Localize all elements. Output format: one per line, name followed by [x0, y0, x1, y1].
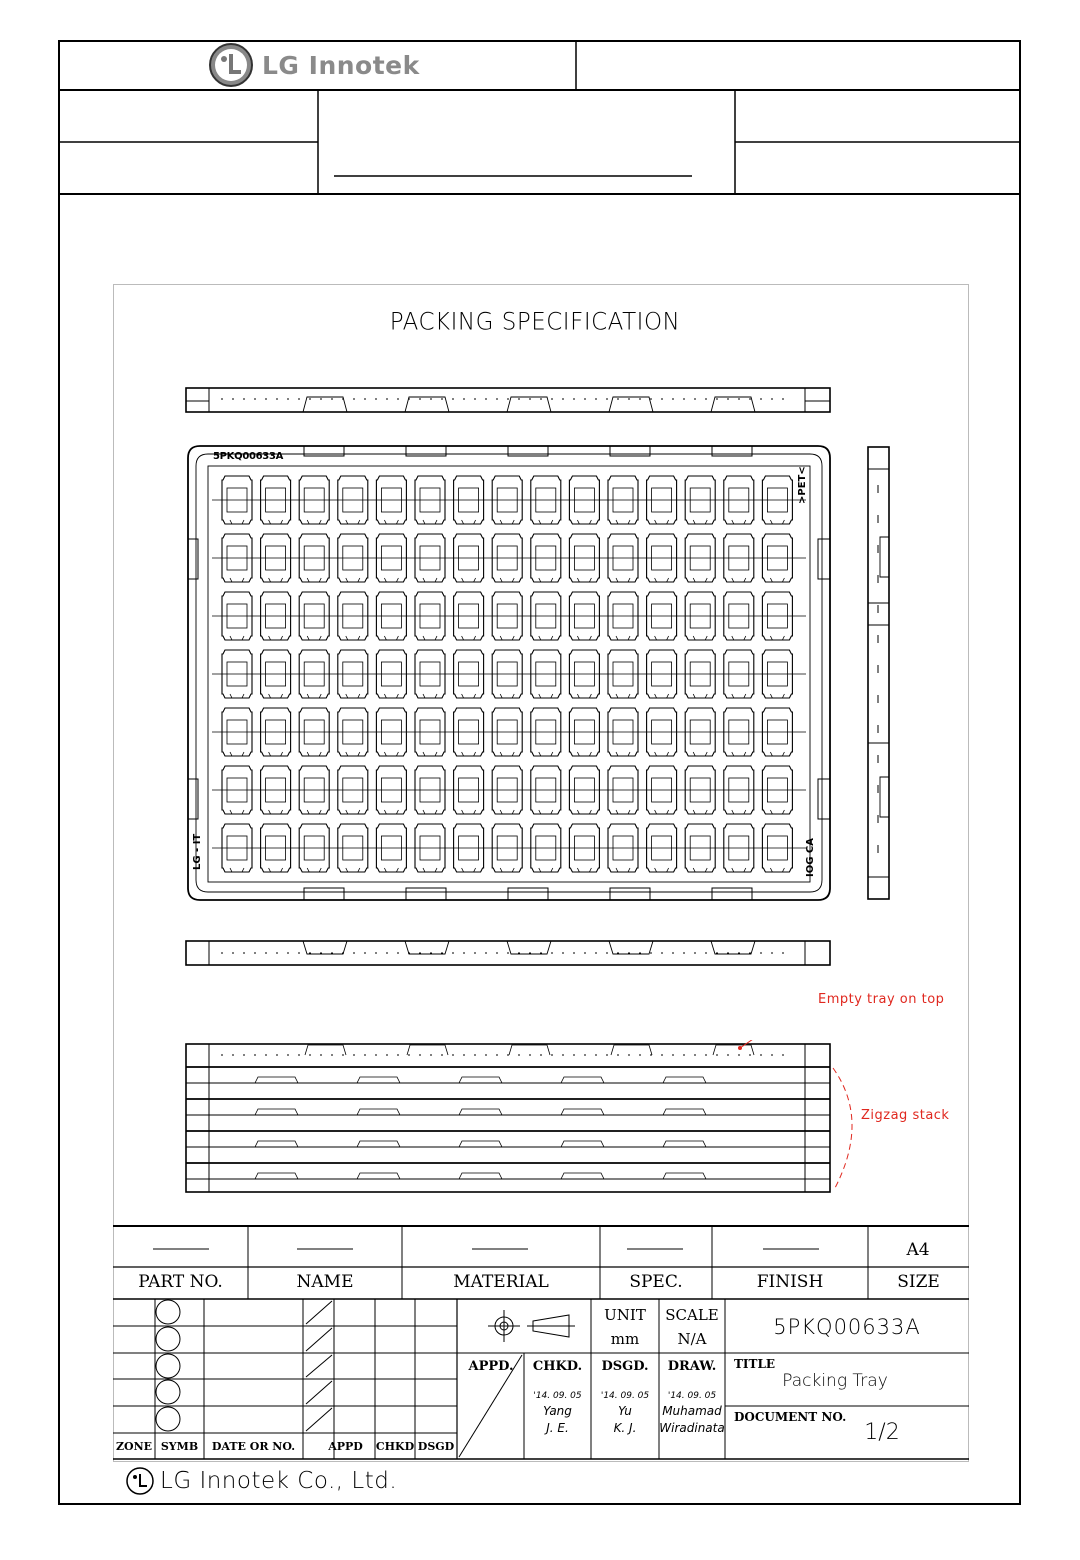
company-footer [125, 1466, 397, 1496]
stack-pocket-profile [357, 1141, 400, 1147]
rev-header-dsgd: DSGD [417, 1440, 455, 1453]
lg-footer-logo-icon [125, 1466, 155, 1496]
rev-header-date: DATE OR NO. [211, 1440, 296, 1453]
rev-header-chkd: CHKD [375, 1440, 415, 1453]
draw-label: DRAW. [667, 1359, 717, 1374]
title-label: TITLE [734, 1357, 776, 1371]
header-material: MATERIAL [453, 1272, 549, 1292]
stack-pocket-profile [357, 1077, 400, 1083]
stack-pocket-profile [561, 1077, 604, 1083]
header-size: SIZE [897, 1272, 940, 1292]
tray-side-view-bottom [185, 940, 831, 968]
dsgd-name-1: Yu [618, 1404, 632, 1418]
company-footer-text: LG Innotek Co., Ltd. [160, 1468, 398, 1494]
tray-code-marking: IOG CA [805, 838, 816, 877]
stack-pocket-profile [459, 1077, 502, 1083]
stack-pocket-profile [561, 1109, 604, 1115]
draw-name-2: Wiradinata [659, 1421, 725, 1435]
stack-pocket-profile [255, 1109, 298, 1115]
stack-pocket-profile [663, 1077, 706, 1083]
rev-header-appd: APPD [328, 1440, 363, 1453]
stack-pocket-profile [255, 1173, 298, 1179]
dsgd-name-2: K. J. [613, 1421, 637, 1435]
unit-value: mm [610, 1330, 640, 1348]
unit-label: UNIT [604, 1306, 646, 1324]
tray-maker-marking: LG - IT [192, 833, 203, 870]
stack-pocket-profile [663, 1141, 706, 1147]
stack-top-pocket [407, 1045, 448, 1055]
stack-pocket-profile [663, 1109, 706, 1115]
header-table [58, 40, 1021, 196]
stack-pocket-profile [255, 1141, 298, 1147]
dsgd-label: DSGD. [601, 1359, 649, 1374]
draw-name-1: Muhamad [662, 1404, 722, 1418]
stack-pocket-profile [357, 1173, 400, 1179]
stack-pocket-profile [357, 1109, 400, 1115]
rev-header-zone: ZONE [115, 1440, 153, 1453]
chkd-name-1: Yang [543, 1404, 572, 1418]
scale-label: SCALE [665, 1306, 719, 1324]
chkd-label: CHKD. [532, 1359, 583, 1374]
tray-material-marking: >PET< [797, 466, 808, 504]
stack-pocket-profile [459, 1173, 502, 1179]
header-spec: SPEC. [629, 1272, 683, 1292]
stack-pocket-profile [663, 1173, 706, 1179]
annotation-zigzag-stack: Zigzag stack [861, 1108, 950, 1123]
size-value: A4 [906, 1240, 930, 1260]
stack-top-pocket [611, 1045, 652, 1055]
company-logo [208, 41, 420, 89]
stack-top-pocket [509, 1045, 550, 1055]
stack-pocket-profile [255, 1077, 298, 1083]
stack-top-pocket [305, 1045, 346, 1055]
appd-label: APPD. [468, 1359, 514, 1374]
header-finish: FINISH [756, 1272, 824, 1292]
stack-layers [186, 1044, 830, 1192]
document-no-value: 1/2 [864, 1420, 900, 1445]
tray-part-marking: 5PKQ00633A [213, 451, 284, 462]
chkd-name-2: J. E. [546, 1421, 569, 1435]
title-value: Packing Tray [782, 1371, 888, 1391]
stack-pocket-profile [561, 1141, 604, 1147]
tray-plan-view [184, 444, 834, 902]
tray-stack-view [185, 1040, 885, 1195]
lg-logo-icon [208, 42, 254, 88]
drawing-number: 5PKQ00633A [773, 1315, 921, 1339]
rev-header-symb: SYMB [160, 1440, 199, 1453]
chkd-date: '14. 09. 05 [533, 1391, 582, 1401]
stack-top-pocket [713, 1045, 754, 1055]
dsgd-date: '14. 09. 05 [600, 1391, 650, 1401]
header-part-no: PART NO. [138, 1272, 223, 1292]
tray-side-view-right [866, 445, 892, 901]
scale-value: N/A [677, 1330, 707, 1348]
stack-pocket-profile [459, 1109, 502, 1115]
logo-text: LG Innotek [262, 50, 420, 80]
annotation-empty-tray: Empty tray on top [818, 992, 945, 1007]
tray-side-view-top [185, 387, 831, 415]
pocket-grid [212, 476, 806, 872]
draw-date: '14. 09. 05 [667, 1391, 717, 1401]
document-no-label: DOCUMENT NO. [734, 1410, 847, 1424]
drawing-title: PACKING SPECIFICATION [389, 308, 681, 336]
header-name: NAME [296, 1272, 354, 1292]
stack-pocket-profile [459, 1141, 502, 1147]
stack-pocket-profile [561, 1173, 604, 1179]
